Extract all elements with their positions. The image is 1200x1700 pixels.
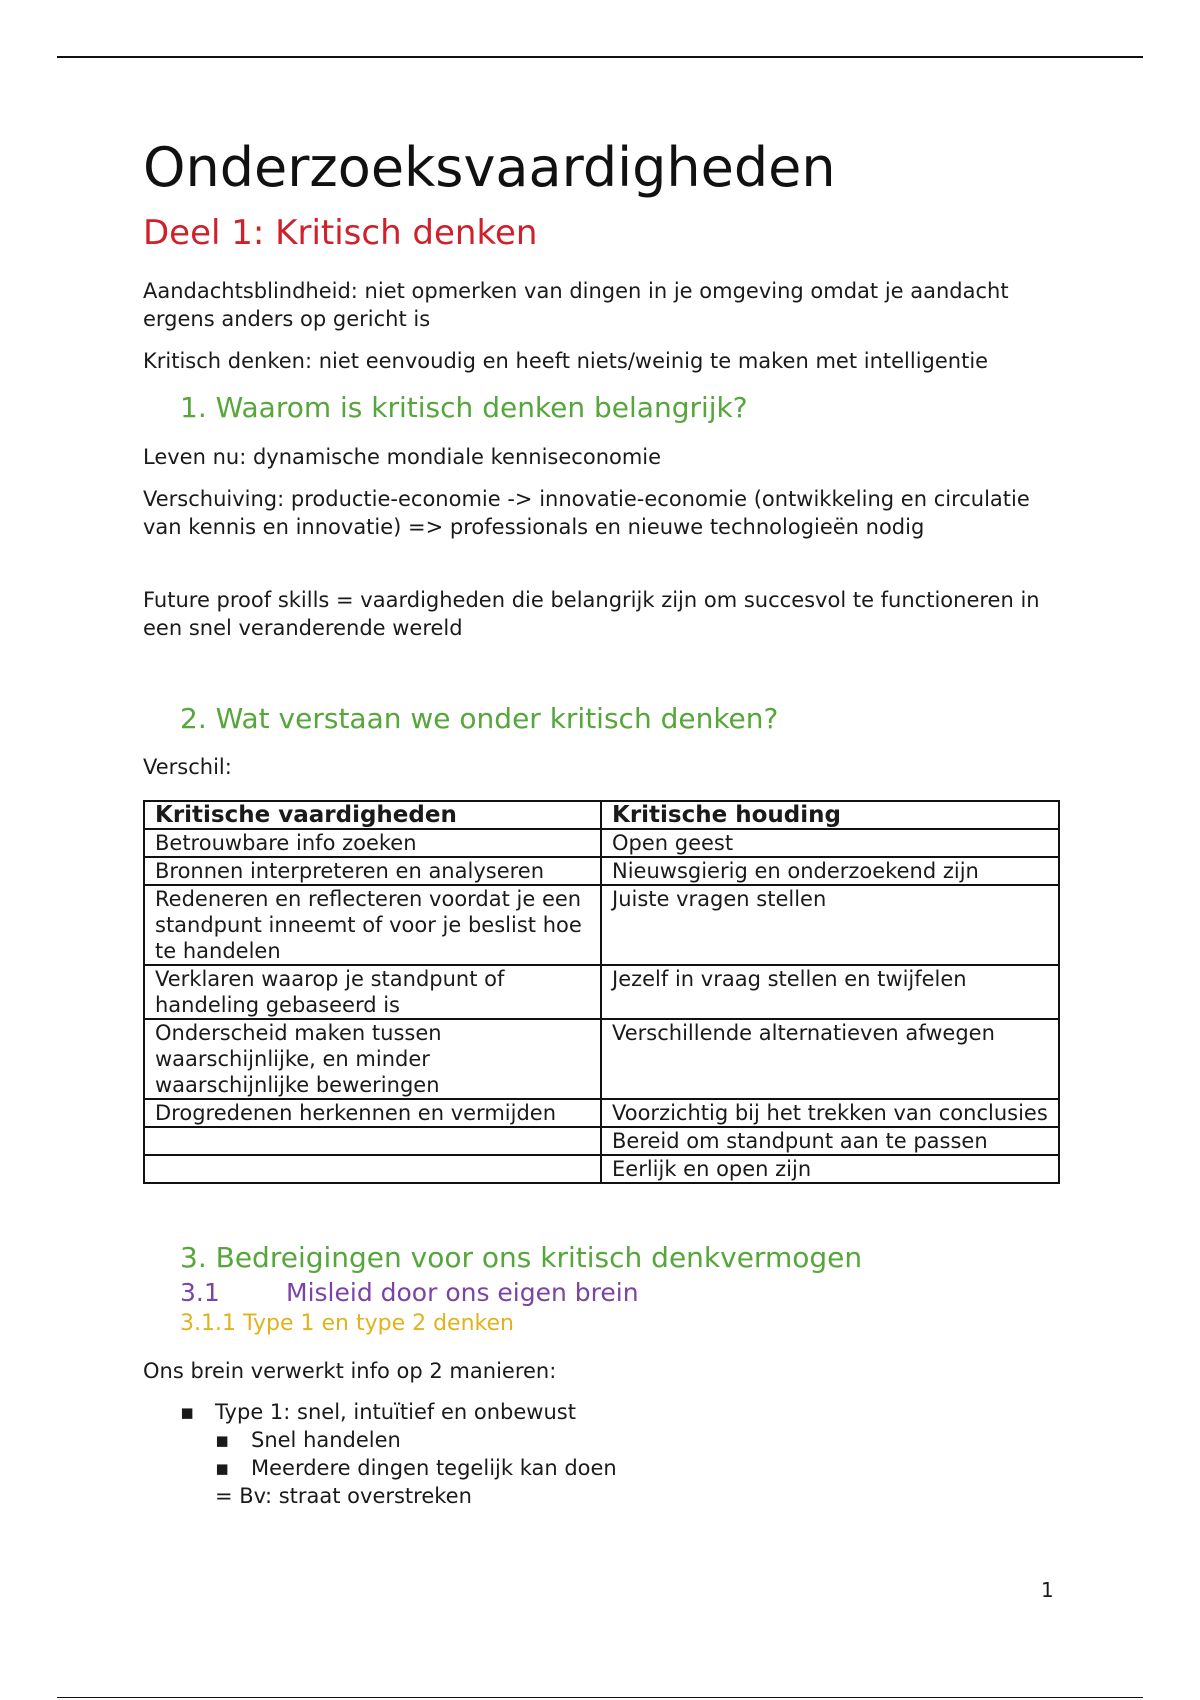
section-1-paragraph-2: Verschuiving: productie-economie -> innovatie-economie (ontwikkeling en circulatie van kennis en innovatie) => professionals en nieuwe technologieën nodig <box>143 487 1030 539</box>
table-cell: Nieuwsgierig en onderzoekend zijn <box>601 857 1059 885</box>
table-cell: Eerlijk en open zijn <box>601 1155 1059 1183</box>
list-item-text: Meerdere dingen tegelijk kan doen <box>251 1456 617 1480</box>
table-row <box>144 829 1059 857</box>
section-1-paragraph-3: Future proof skills = vaardigheden die belangrijk zijn om succesvol te functioneren in een snel veranderende wereld <box>143 588 1040 640</box>
table-cell: Verklaren waarop je standpunt of handeling gebaseerd is <box>144 965 601 1019</box>
table-cell: Drogredenen herkennen en vermijden <box>144 1099 601 1127</box>
list-item <box>215 1454 617 1482</box>
table-cell: Jezelf in vraag stellen en twijfelen <box>601 965 1059 1019</box>
nested-list <box>215 1426 617 1482</box>
footer-rule <box>57 1697 1143 1698</box>
subsection-title: Misleid door ons eigen brein <box>286 1278 639 1307</box>
table-cell: Betrouwbare info zoeken <box>144 829 601 857</box>
table-row <box>144 885 1059 965</box>
section-2-heading: 2. Wat verstaan we onder kritisch denken? <box>180 702 779 735</box>
table-cell <box>144 1155 601 1183</box>
subsection-number: 3.1 <box>180 1278 220 1307</box>
square-bullet-icon: ▪ <box>215 1428 230 1452</box>
intro-paragraph-1: Aandachtsblindheid: niet opmerken van dingen in je omgeving omdat je aandacht ergens anders op gericht is <box>143 279 1009 331</box>
example-note: = Bv: straat overstreken <box>215 1484 472 1508</box>
table-cell: Juiste vragen stellen <box>601 885 1059 965</box>
table-header-skills: Kritische vaardigheden <box>144 801 601 829</box>
document-title: Onderzoeksvaardigheden <box>143 136 836 199</box>
square-bullet-icon: ▪ <box>215 1456 230 1480</box>
table-cell: Verschillende alternatieven afwegen <box>601 1019 1059 1099</box>
table-row <box>144 1155 1059 1183</box>
table-row <box>144 857 1059 885</box>
table-cell: Voorzichtig bij het trekken van conclusies <box>601 1099 1059 1127</box>
section-1-heading: 1. Waarom is kritisch denken belangrijk? <box>180 391 748 424</box>
section-1-paragraph-1: Leven nu: dynamische mondiale kenniseconomie <box>143 445 662 469</box>
part-title: Deel 1: Kritisch denken <box>143 213 538 253</box>
table-row <box>144 1019 1059 1099</box>
intro-paragraph-2: Kritisch denken: niet eenvoudig en heeft niets/weinig te maken met intelligentie <box>143 349 989 373</box>
header-rule <box>57 56 1143 58</box>
table-cell: Open geest <box>601 829 1059 857</box>
table-cell: Bereid om standpunt aan te passen <box>601 1127 1059 1155</box>
list-item-text: Type 1: snel, intuïtief en onbewust <box>215 1400 576 1424</box>
list-item <box>215 1426 617 1454</box>
list-item <box>143 1398 617 1510</box>
processing-types-list <box>143 1398 617 1510</box>
section-2-intro: Verschil: <box>143 755 232 779</box>
table-row <box>144 965 1059 1019</box>
table-cell: Onderscheid maken tussen waarschijnlijke, en minder waarschijnlijke beweringen <box>144 1019 601 1099</box>
subsection-3-1-heading <box>180 1278 639 1308</box>
table-cell <box>144 1127 601 1155</box>
list-item-text: Snel handelen <box>251 1428 401 1452</box>
section-3-intro: Ons brein verwerkt info op 2 manieren: <box>143 1359 557 1383</box>
section-3-heading: 3. Bedreigingen voor ons kritisch denkvermogen <box>180 1241 863 1274</box>
page-number: 1 <box>1041 1578 1054 1602</box>
table-row <box>144 1099 1059 1127</box>
table-header-row <box>144 801 1059 829</box>
comparison-table <box>143 800 1060 1184</box>
table-header-attitude: Kritische houding <box>601 801 1059 829</box>
table-cell: Bronnen interpreteren en analyseren <box>144 857 601 885</box>
square-bullet-icon: ▪ <box>180 1400 195 1424</box>
table-row <box>144 1127 1059 1155</box>
subsubsection-3-1-1-heading: 3.1.1 Type 1 en type 2 denken <box>180 1311 514 1336</box>
table-cell: Redeneren en reflecteren voordat je een standpunt inneemt of voor je beslist hoe te handelen <box>144 885 601 965</box>
